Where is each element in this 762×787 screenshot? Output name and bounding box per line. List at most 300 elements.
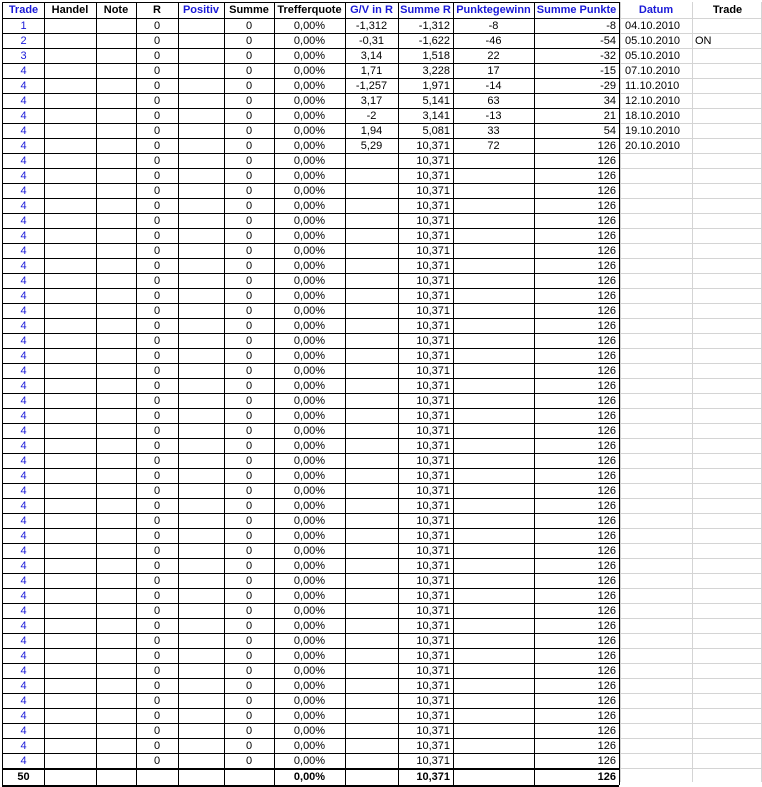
cell-summe[interactable]: 0: [245, 530, 253, 542]
cell-note[interactable]: [96, 199, 136, 214]
cell-punkte[interactable]: -13: [485, 110, 502, 122]
cell-note[interactable]: [96, 19, 136, 34]
cell-quote[interactable]: 0,00%: [293, 560, 326, 572]
cell-summe[interactable]: 0: [245, 740, 253, 752]
cell-summe[interactable]: 0: [245, 185, 253, 197]
cell-summe-r[interactable]: -1,622: [418, 35, 450, 47]
cell-handel[interactable]: [44, 169, 96, 184]
cell-r[interactable]: 0: [153, 605, 161, 617]
cell-r[interactable]: 0: [153, 575, 161, 587]
cell-summe[interactable]: 0: [245, 575, 253, 587]
cell-handel[interactable]: [44, 619, 96, 634]
cell-datum[interactable]: 04.10.2010: [625, 20, 681, 32]
cell-summe-punkte[interactable]: 126: [597, 485, 616, 497]
cell-quote[interactable]: 0,00%: [293, 530, 326, 542]
cell-note[interactable]: [96, 49, 136, 64]
cell-note[interactable]: [96, 304, 136, 319]
cell-summe-punkte[interactable]: 126: [597, 290, 616, 302]
cell-trade[interactable]: 4: [20, 230, 27, 242]
cell-gv[interactable]: [345, 574, 398, 589]
cell-positiv[interactable]: [178, 664, 224, 679]
cell-r[interactable]: 0: [153, 20, 161, 32]
cell-note[interactable]: [96, 619, 136, 634]
cell-r[interactable]: 0: [153, 665, 161, 677]
cell-summe-punkte[interactable]: 126: [597, 425, 616, 437]
cell-handel[interactable]: [44, 484, 96, 499]
cell-gv[interactable]: 1,94: [360, 125, 383, 137]
cell-summe-r[interactable]: 10,371: [416, 215, 450, 227]
cell-summe-punkte[interactable]: 126: [597, 515, 616, 527]
cell-r[interactable]: 0: [153, 320, 161, 332]
cell-datum[interactable]: 11.10.2010: [625, 80, 680, 92]
cell-quote[interactable]: 0,00%: [293, 725, 326, 737]
cell-quote[interactable]: 0,00%: [293, 680, 326, 692]
total-summe-punkte[interactable]: 126: [597, 771, 616, 783]
cell-r[interactable]: 0: [153, 200, 161, 212]
cell-r[interactable]: 0: [153, 530, 161, 542]
cell-trade[interactable]: 4: [20, 710, 27, 722]
cell-summe[interactable]: 0: [245, 725, 253, 737]
cell-note[interactable]: [96, 469, 136, 484]
cell-summe[interactable]: 0: [245, 425, 253, 437]
cell-gv[interactable]: [345, 439, 398, 454]
cell-punkte[interactable]: [453, 739, 534, 754]
cell-gv[interactable]: -2: [366, 110, 377, 122]
cell-handel[interactable]: [44, 514, 96, 529]
cell-positiv[interactable]: [178, 379, 224, 394]
cell-summe-r[interactable]: 10,371: [416, 185, 450, 197]
cell-r[interactable]: 0: [153, 185, 161, 197]
cell-summe-r[interactable]: 10,371: [416, 395, 450, 407]
cell-gv[interactable]: [345, 619, 398, 634]
cell-handel[interactable]: [44, 589, 96, 604]
cell-punkte[interactable]: 33: [487, 125, 500, 137]
cell-trade[interactable]: 4: [20, 95, 27, 107]
cell-punkte[interactable]: [453, 409, 534, 424]
cell-summe-r[interactable]: 10,371: [416, 665, 450, 677]
cell-r[interactable]: 0: [153, 440, 161, 452]
cell-summe[interactable]: 0: [245, 290, 253, 302]
cell-summe-punkte[interactable]: 126: [597, 305, 616, 317]
cell-datum[interactable]: 07.10.2010: [625, 65, 681, 77]
cell-r[interactable]: 0: [153, 395, 161, 407]
cell-handel[interactable]: [44, 199, 96, 214]
cell-handel[interactable]: [44, 499, 96, 514]
cell-trade[interactable]: 4: [20, 455, 27, 467]
cell-r[interactable]: 0: [153, 635, 161, 647]
cell-datum[interactable]: 05.10.2010: [625, 50, 681, 62]
cell-r[interactable]: 0: [153, 215, 161, 227]
cell-note[interactable]: [96, 409, 136, 424]
cell-summe[interactable]: 0: [245, 410, 253, 422]
cell-trade[interactable]: 4: [20, 695, 27, 707]
cell-note[interactable]: [96, 64, 136, 79]
cell-note[interactable]: [96, 169, 136, 184]
cell-gv[interactable]: [345, 259, 398, 274]
header-summe[interactable]: Summe: [229, 4, 269, 16]
cell-quote[interactable]: 0,00%: [293, 635, 326, 647]
cell-summe-r[interactable]: 10,371: [416, 575, 450, 587]
cell-handel[interactable]: [44, 559, 96, 574]
cell-trade[interactable]: 4: [20, 635, 27, 647]
cell-summe-punkte[interactable]: 126: [597, 635, 616, 647]
cell-summe[interactable]: 0: [245, 170, 253, 182]
cell-gv[interactable]: [345, 364, 398, 379]
cell-punkte[interactable]: [453, 154, 534, 169]
cell-quote[interactable]: 0,00%: [293, 710, 326, 722]
cell-trade[interactable]: 4: [20, 320, 27, 332]
cell-handel[interactable]: [44, 64, 96, 79]
cell-punkte[interactable]: [453, 679, 534, 694]
cell-handel[interactable]: [44, 424, 96, 439]
cell-trade[interactable]: 4: [20, 725, 27, 737]
cell-summe-r[interactable]: 10,371: [416, 350, 450, 362]
cell-note[interactable]: [96, 529, 136, 544]
cell-r[interactable]: 0: [153, 65, 161, 77]
cell-summe-r[interactable]: 10,371: [416, 230, 450, 242]
cell-summe-r[interactable]: 10,371: [416, 155, 450, 167]
cell-positiv[interactable]: [178, 589, 224, 604]
cell-positiv[interactable]: [178, 754, 224, 769]
cell-gv[interactable]: [345, 649, 398, 664]
cell-summe-punkte[interactable]: 126: [597, 245, 616, 257]
cell-handel[interactable]: [44, 529, 96, 544]
cell-r[interactable]: 0: [153, 650, 161, 662]
cell-quote[interactable]: 0,00%: [293, 125, 326, 137]
cell-summe[interactable]: 0: [245, 65, 253, 77]
cell-summe[interactable]: 0: [245, 215, 253, 227]
cell-punkte[interactable]: [453, 499, 534, 514]
cell-summe-punkte[interactable]: 54: [603, 125, 616, 137]
cell-punkte[interactable]: [453, 364, 534, 379]
cell-handel[interactable]: [44, 274, 96, 289]
cell-note[interactable]: [96, 499, 136, 514]
cell-gv[interactable]: [345, 559, 398, 574]
cell-summe[interactable]: 0: [245, 35, 253, 47]
cell-positiv[interactable]: [178, 634, 224, 649]
cell-summe-punkte[interactable]: 126: [597, 215, 616, 227]
cell-note[interactable]: [96, 484, 136, 499]
cell-positiv[interactable]: [178, 319, 224, 334]
cell-gv[interactable]: [345, 304, 398, 319]
cell-handel[interactable]: [44, 109, 96, 124]
cell-punkte[interactable]: [453, 319, 534, 334]
cell-summe-punkte[interactable]: 126: [597, 455, 616, 467]
cell-summe-r[interactable]: 10,371: [416, 335, 450, 347]
header-r[interactable]: R: [153, 4, 161, 16]
cell-positiv[interactable]: [178, 124, 224, 139]
cell-summe-punkte[interactable]: 126: [597, 545, 616, 557]
cell-summe-r[interactable]: 10,371: [416, 140, 450, 152]
cell-summe-r[interactable]: 10,371: [416, 590, 450, 602]
cell-punkte[interactable]: [453, 724, 534, 739]
cell-note[interactable]: [96, 694, 136, 709]
cell-summe-r[interactable]: 10,371: [416, 305, 450, 317]
cell-punkte[interactable]: [453, 199, 534, 214]
cell-summe-r[interactable]: 5,141: [422, 95, 450, 107]
cell-r[interactable]: 0: [153, 110, 161, 122]
cell-punkte[interactable]: [453, 184, 534, 199]
cell-summe-punkte[interactable]: 126: [597, 665, 616, 677]
cell-gv[interactable]: [345, 454, 398, 469]
cell-positiv[interactable]: [178, 154, 224, 169]
cell-punkte[interactable]: [453, 169, 534, 184]
cell-trade-right[interactable]: [692, 64, 761, 79]
cell-summe-r[interactable]: 10,371: [416, 245, 450, 257]
cell-summe-punkte[interactable]: 34: [603, 95, 616, 107]
cell-summe-r[interactable]: 10,371: [416, 695, 450, 707]
cell-summe-punkte[interactable]: 126: [597, 320, 616, 332]
cell-quote[interactable]: 0,00%: [293, 755, 326, 767]
cell-punkte[interactable]: [453, 289, 534, 304]
cell-gv[interactable]: [345, 214, 398, 229]
cell-summe-r[interactable]: 10,371: [416, 440, 450, 452]
cell-positiv[interactable]: [178, 439, 224, 454]
cell-punkte[interactable]: [453, 484, 534, 499]
cell-summe-r[interactable]: 10,371: [416, 200, 450, 212]
cell-summe[interactable]: 0: [245, 350, 253, 362]
cell-trade[interactable]: 4: [20, 620, 27, 632]
cell-datum[interactable]: 20.10.2010: [625, 140, 681, 152]
cell-r[interactable]: 0: [153, 350, 161, 362]
cell-summe-r[interactable]: 10,371: [416, 290, 450, 302]
cell-trade[interactable]: 4: [20, 305, 27, 317]
cell-punkte[interactable]: [453, 214, 534, 229]
cell-summe[interactable]: 0: [245, 755, 253, 767]
cell-quote[interactable]: 0,00%: [293, 500, 326, 512]
cell-punkte[interactable]: [453, 574, 534, 589]
cell-punkte[interactable]: [453, 259, 534, 274]
cell-positiv[interactable]: [178, 304, 224, 319]
cell-summe-punkte[interactable]: 126: [597, 620, 616, 632]
cell-trade-right[interactable]: ON: [695, 35, 712, 47]
cell-handel[interactable]: [44, 229, 96, 244]
cell-quote[interactable]: 0,00%: [293, 200, 326, 212]
cell-summe[interactable]: 0: [245, 50, 253, 62]
cell-summe-punkte[interactable]: 126: [597, 725, 616, 737]
cell-handel[interactable]: [44, 679, 96, 694]
cell-r[interactable]: 0: [153, 740, 161, 752]
cell-summe-r[interactable]: 3,141: [422, 110, 450, 122]
cell-positiv[interactable]: [178, 259, 224, 274]
header-punktegewinn[interactable]: Punktegewinn: [456, 4, 531, 16]
cell-gv[interactable]: [345, 544, 398, 559]
header-handel[interactable]: Handel: [51, 4, 89, 16]
cell-summe[interactable]: 0: [245, 695, 253, 707]
cell-positiv[interactable]: [178, 739, 224, 754]
cell-r[interactable]: 0: [153, 335, 161, 347]
cell-positiv[interactable]: [178, 514, 224, 529]
cell-trade-right[interactable]: [692, 19, 761, 34]
cell-summe-punkte[interactable]: 126: [597, 200, 616, 212]
cell-note[interactable]: [96, 424, 136, 439]
cell-note[interactable]: [96, 139, 136, 154]
cell-handel[interactable]: [44, 574, 96, 589]
cell-gv[interactable]: [345, 199, 398, 214]
cell-summe[interactable]: 0: [245, 620, 253, 632]
cell-note[interactable]: [96, 439, 136, 454]
cell-datum[interactable]: 18.10.2010: [625, 110, 681, 122]
cell-quote[interactable]: 0,00%: [293, 395, 326, 407]
cell-summe[interactable]: 0: [245, 275, 253, 287]
cell-note[interactable]: [96, 214, 136, 229]
cell-positiv[interactable]: [178, 364, 224, 379]
cell-r[interactable]: 0: [153, 365, 161, 377]
cell-summe[interactable]: 0: [245, 230, 253, 242]
cell-r[interactable]: 0: [153, 485, 161, 497]
cell-trade[interactable]: 4: [20, 125, 27, 137]
cell-quote[interactable]: 0,00%: [293, 365, 326, 377]
cell-positiv[interactable]: [178, 49, 224, 64]
cell-summe-r[interactable]: 10,371: [416, 470, 450, 482]
cell-positiv[interactable]: [178, 694, 224, 709]
cell-handel[interactable]: [44, 364, 96, 379]
cell-trade[interactable]: 4: [20, 335, 27, 347]
cell-summe-punkte[interactable]: 126: [597, 500, 616, 512]
cell-positiv[interactable]: [178, 559, 224, 574]
cell-positiv[interactable]: [178, 649, 224, 664]
cell-r[interactable]: 0: [153, 290, 161, 302]
cell-summe-r[interactable]: 10,371: [416, 515, 450, 527]
cell-punkte[interactable]: 17: [487, 65, 500, 77]
cell-punkte[interactable]: 22: [487, 50, 500, 62]
cell-summe-r[interactable]: 10,371: [416, 605, 450, 617]
cell-positiv[interactable]: [178, 64, 224, 79]
cell-summe-r[interactable]: 10,371: [416, 680, 450, 692]
cell-trade[interactable]: 4: [20, 80, 27, 92]
cell-summe-r[interactable]: 10,371: [416, 755, 450, 767]
cell-quote[interactable]: 0,00%: [293, 230, 326, 242]
cell-summe-punkte[interactable]: 126: [597, 740, 616, 752]
cell-summe-punkte[interactable]: 126: [597, 335, 616, 347]
cell-quote[interactable]: 0,00%: [293, 380, 326, 392]
cell-positiv[interactable]: [178, 574, 224, 589]
cell-trade[interactable]: 4: [20, 200, 27, 212]
cell-handel[interactable]: [44, 184, 96, 199]
cell-note[interactable]: [96, 274, 136, 289]
cell-r[interactable]: 0: [153, 125, 161, 137]
cell-summe-r[interactable]: 10,371: [416, 635, 450, 647]
cell-trade[interactable]: 4: [20, 500, 27, 512]
cell-note[interactable]: [96, 574, 136, 589]
cell-quote[interactable]: 0,00%: [293, 440, 326, 452]
cell-summe-punkte[interactable]: 126: [597, 710, 616, 722]
cell-quote[interactable]: 0,00%: [293, 275, 326, 287]
cell-quote[interactable]: 0,00%: [293, 695, 326, 707]
cell-summe[interactable]: 0: [245, 680, 253, 692]
cell-summe-r[interactable]: 10,371: [416, 425, 450, 437]
cell-punkte[interactable]: -8: [488, 20, 499, 32]
cell-trade[interactable]: 4: [20, 365, 27, 377]
cell-summe-punkte[interactable]: 126: [597, 185, 616, 197]
cell-handel[interactable]: [44, 34, 96, 49]
cell-positiv[interactable]: [178, 499, 224, 514]
cell-summe-r[interactable]: 3,228: [422, 65, 450, 77]
cell-summe-r[interactable]: 10,371: [416, 410, 450, 422]
cell-r[interactable]: 0: [153, 95, 161, 107]
cell-r[interactable]: 0: [153, 410, 161, 422]
cell-r[interactable]: 0: [153, 680, 161, 692]
cell-note[interactable]: [96, 709, 136, 724]
cell-summe-punkte[interactable]: 126: [597, 755, 616, 767]
cell-gv[interactable]: [345, 514, 398, 529]
cell-gv[interactable]: [345, 529, 398, 544]
cell-punkte[interactable]: [453, 634, 534, 649]
cell-r[interactable]: 0: [153, 260, 161, 272]
cell-quote[interactable]: 0,00%: [293, 140, 326, 152]
cell-handel[interactable]: [44, 469, 96, 484]
cell-summe[interactable]: 0: [245, 485, 253, 497]
cell-note[interactable]: [96, 94, 136, 109]
cell-quote[interactable]: 0,00%: [293, 80, 326, 92]
cell-positiv[interactable]: [178, 484, 224, 499]
cell-punkte[interactable]: [453, 304, 534, 319]
cell-r[interactable]: 0: [153, 710, 161, 722]
cell-summe[interactable]: 0: [245, 515, 253, 527]
cell-gv[interactable]: [345, 334, 398, 349]
cell-punkte[interactable]: [453, 589, 534, 604]
cell-summe-r[interactable]: 10,371: [416, 710, 450, 722]
cell-r[interactable]: 0: [153, 245, 161, 257]
cell-quote[interactable]: 0,00%: [293, 110, 326, 122]
cell-summe-punkte[interactable]: 126: [597, 170, 616, 182]
cell-punkte[interactable]: [453, 454, 534, 469]
cell-quote[interactable]: 0,00%: [293, 155, 326, 167]
cell-punkte[interactable]: [453, 514, 534, 529]
cell-summe-punkte[interactable]: -29: [600, 80, 616, 92]
cell-r[interactable]: 0: [153, 545, 161, 557]
cell-punkte[interactable]: [453, 439, 534, 454]
cell-positiv[interactable]: [178, 199, 224, 214]
cell-summe-punkte[interactable]: 126: [597, 350, 616, 362]
cell-positiv[interactable]: [178, 604, 224, 619]
cell-handel[interactable]: [44, 649, 96, 664]
cell-summe-punkte[interactable]: 126: [597, 275, 616, 287]
cell-handel[interactable]: [44, 544, 96, 559]
cell-gv[interactable]: [345, 739, 398, 754]
cell-quote[interactable]: 0,00%: [293, 575, 326, 587]
cell-summe-r[interactable]: 10,371: [416, 170, 450, 182]
cell-trade[interactable]: 4: [20, 755, 27, 767]
cell-handel[interactable]: [44, 334, 96, 349]
cell-gv[interactable]: 5,29: [360, 140, 383, 152]
cell-summe-r[interactable]: 10,371: [416, 365, 450, 377]
cell-summe-r[interactable]: 10,371: [416, 545, 450, 557]
cell-gv[interactable]: [345, 634, 398, 649]
cell-gv[interactable]: [345, 274, 398, 289]
cell-summe-punkte[interactable]: 126: [597, 560, 616, 572]
cell-summe[interactable]: 0: [245, 665, 253, 677]
cell-handel[interactable]: [44, 19, 96, 34]
cell-summe[interactable]: 0: [245, 80, 253, 92]
cell-summe[interactable]: 0: [245, 245, 253, 257]
cell-quote[interactable]: 0,00%: [293, 290, 326, 302]
cell-quote[interactable]: 0,00%: [293, 260, 326, 272]
cell-handel[interactable]: [44, 694, 96, 709]
cell-trade[interactable]: 2: [20, 35, 27, 47]
cell-note[interactable]: [96, 244, 136, 259]
cell-trade[interactable]: 4: [20, 170, 27, 182]
cell-summe-punkte[interactable]: 21: [603, 110, 616, 122]
cell-gv[interactable]: [345, 679, 398, 694]
cell-r[interactable]: 0: [153, 170, 161, 182]
cell-trade[interactable]: 4: [20, 140, 27, 152]
cell-summe-punkte[interactable]: 126: [597, 590, 616, 602]
cell-handel[interactable]: [44, 664, 96, 679]
cell-trade[interactable]: 4: [20, 260, 27, 272]
cell-gv[interactable]: [345, 424, 398, 439]
cell-summe[interactable]: 0: [245, 335, 253, 347]
